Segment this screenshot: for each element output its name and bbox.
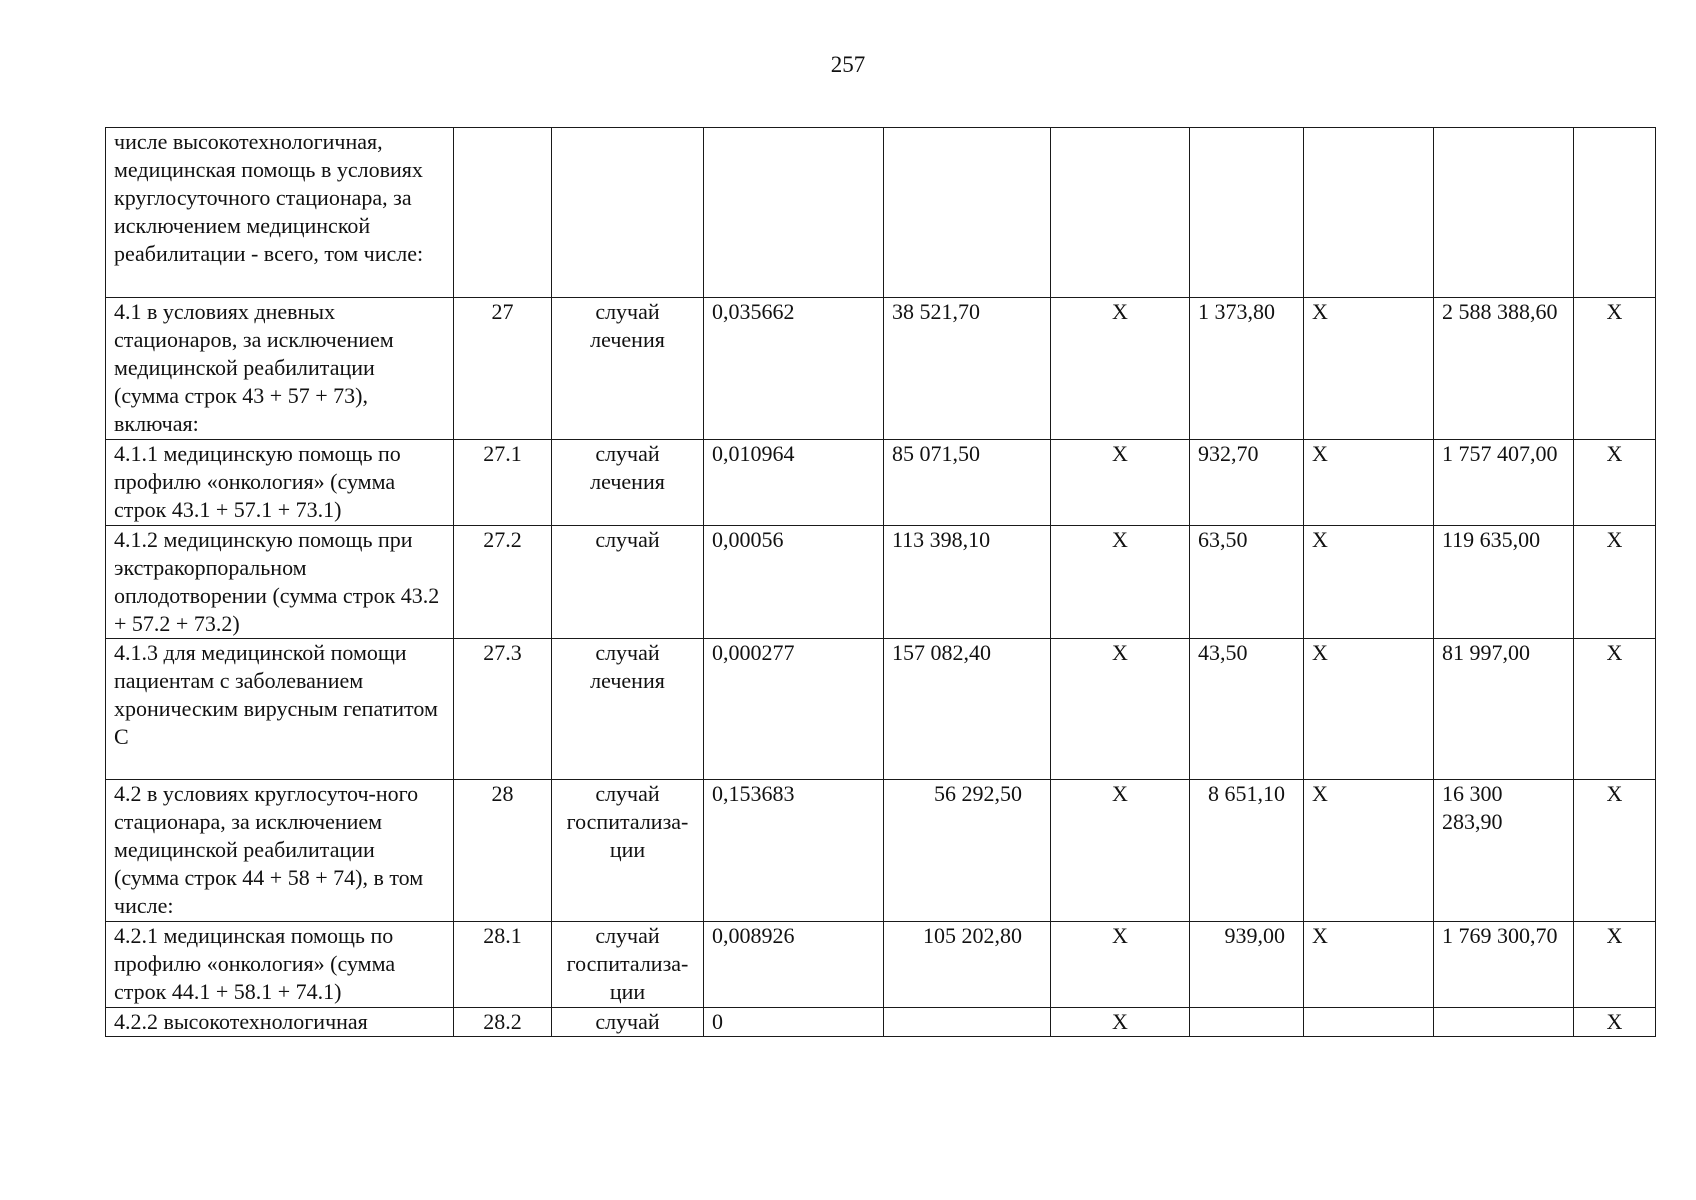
table-row	[106, 526, 1656, 639]
row-description: 4.1.1 медицинскую помощь по профилю «онкология» (сумма строк 43.1 + 57.1 + 73.1)	[106, 440, 454, 526]
row-description: числе высокотехнологичная, медицинская помощь в условиях круглосуточного стационара, за исключением медицинской реабилитации - всего, том числе:	[106, 128, 454, 298]
value-cell	[1574, 128, 1656, 298]
value-cell: X	[1574, 298, 1656, 440]
row-number: 27.2	[454, 526, 552, 639]
page-number: 257	[830, 52, 866, 77]
value-cell	[1051, 128, 1190, 298]
value-cell: X	[1051, 639, 1190, 780]
table-row	[106, 922, 1656, 1008]
row-description: 4.1.2 медицинскую помощь при экстракорпоральном оплодотворении (сумма строк 43.2 + 57.2 + 73.2)	[106, 526, 454, 639]
unit-cell: случай госпитализа-ции	[552, 780, 704, 922]
value-cell	[1190, 1008, 1304, 1037]
value-cell: X	[1304, 639, 1434, 780]
value-cell: 1 769 300,70	[1434, 922, 1574, 1008]
table-row	[106, 1008, 1656, 1037]
value-cell: 2 588 388,60	[1434, 298, 1574, 440]
row-number: 28.1	[454, 922, 552, 1008]
value-cell: 0,035662	[704, 298, 884, 440]
value-cell: 1 373,80	[1190, 298, 1304, 440]
value-cell: 0	[704, 1008, 884, 1037]
table-row	[106, 298, 1656, 440]
unit-cell: случай	[552, 1008, 704, 1037]
value-cell: X	[1304, 922, 1434, 1008]
value-cell: 38 521,70	[884, 298, 1051, 440]
table-row	[106, 440, 1656, 526]
value-cell: 0,010964	[704, 440, 884, 526]
row-description: 4.2 в условиях круглосуточ-ного стационара, за исключением медицинской реабилитации (сумма строк 44 + 58 + 74), в том числе:	[106, 780, 454, 922]
value-cell: 81 997,00	[1434, 639, 1574, 780]
value-cell: X	[1051, 780, 1190, 922]
row-description: 4.1 в условиях дневных стационаров, за исключением медицинской реабилитации (сумма строк 43 + 57 + 73), включая:	[106, 298, 454, 440]
value-cell: X	[1574, 526, 1656, 639]
value-cell: 932,70	[1190, 440, 1304, 526]
value-cell	[1190, 128, 1304, 298]
value-cell: 8 651,10	[1190, 780, 1304, 922]
value-cell: X	[1574, 440, 1656, 526]
value-cell: X	[1304, 298, 1434, 440]
value-cell	[704, 128, 884, 298]
value-cell: 16 300 283,90	[1434, 780, 1574, 922]
value-cell	[1304, 1008, 1434, 1037]
value-cell: 119 635,00	[1434, 526, 1574, 639]
value-cell: 43,50	[1190, 639, 1304, 780]
row-description: 4.2.2 высокотехнологичная	[106, 1008, 454, 1037]
table-row	[106, 128, 1656, 298]
value-cell: 1 757 407,00	[1434, 440, 1574, 526]
value-cell	[1434, 1008, 1574, 1037]
value-cell: X	[1051, 298, 1190, 440]
value-cell: 157 082,40	[884, 639, 1051, 780]
unit-cell: случай	[552, 526, 704, 639]
value-cell: 0,00056	[704, 526, 884, 639]
value-cell: X	[1304, 780, 1434, 922]
row-number: 28	[454, 780, 552, 922]
value-cell: X	[1051, 1008, 1190, 1037]
unit-cell: случай лечения	[552, 298, 704, 440]
value-cell: 0,000277	[704, 639, 884, 780]
value-cell	[1304, 128, 1434, 298]
value-cell: 113 398,10	[884, 526, 1051, 639]
unit-cell: случай госпитализа-ции	[552, 922, 704, 1008]
row-number: 27.1	[454, 440, 552, 526]
row-number: 28.2	[454, 1008, 552, 1037]
value-cell: X	[1574, 639, 1656, 780]
value-cell	[1434, 128, 1574, 298]
value-cell: 56 292,50	[884, 780, 1051, 922]
value-cell: X	[1574, 922, 1656, 1008]
value-cell: X	[1051, 922, 1190, 1008]
value-cell: X	[1051, 526, 1190, 639]
value-cell: X	[1574, 1008, 1656, 1037]
value-cell	[884, 1008, 1051, 1037]
data-table	[105, 127, 1656, 1037]
row-number: 27.3	[454, 639, 552, 780]
row-description: 4.1.3 для медицинской помощи пациентам с заболеванием хроническим вирусным гепатитом С	[106, 639, 454, 780]
value-cell: 85 071,50	[884, 440, 1051, 526]
value-cell: 939,00	[1190, 922, 1304, 1008]
value-cell: 0,153683	[704, 780, 884, 922]
table-row	[106, 780, 1656, 922]
value-cell: 0,008926	[704, 922, 884, 1008]
value-cell	[884, 128, 1051, 298]
row-number: 27	[454, 298, 552, 440]
row-number	[454, 128, 552, 298]
value-cell: X	[1574, 780, 1656, 922]
value-cell: 63,50	[1190, 526, 1304, 639]
value-cell: 105 202,80	[884, 922, 1051, 1008]
value-cell: X	[1304, 440, 1434, 526]
value-cell: X	[1051, 440, 1190, 526]
table-row	[106, 639, 1656, 780]
unit-cell: случай лечения	[552, 639, 704, 780]
value-cell: X	[1304, 526, 1434, 639]
unit-cell: случай лечения	[552, 440, 704, 526]
unit-cell	[552, 128, 704, 298]
row-description: 4.2.1 медицинская помощь по профилю «онкология» (сумма строк 44.1 + 58.1 + 74.1)	[106, 922, 454, 1008]
